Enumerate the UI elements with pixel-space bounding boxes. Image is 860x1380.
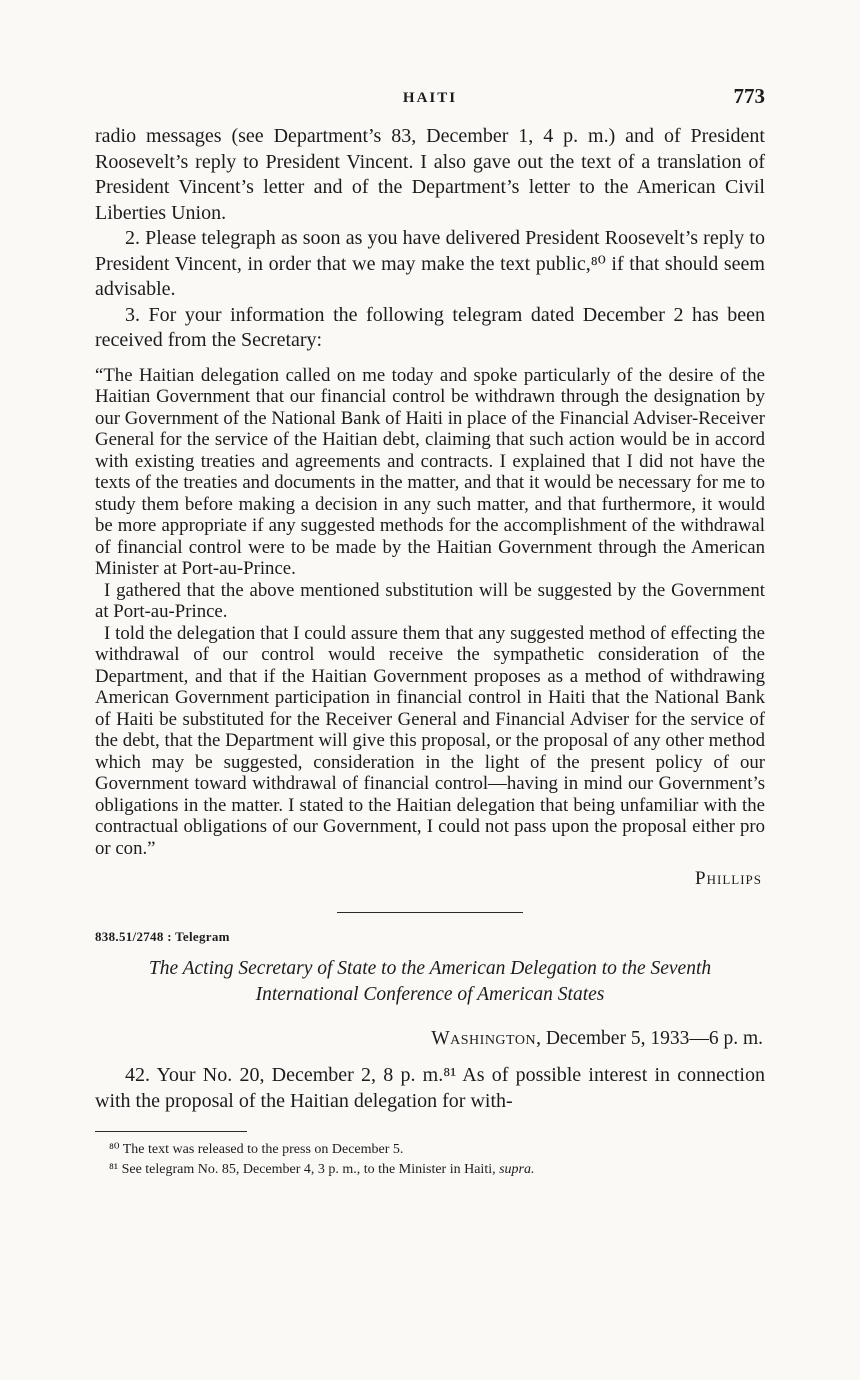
extract-paragraph: I gathered that the above mentioned substitution will be suggested by the Government at Port-au-Prince. bbox=[95, 579, 765, 622]
footnote-text: ⁸⁰ The text was released to the press on December 5. bbox=[109, 1142, 404, 1157]
dateline-place: Washington bbox=[431, 1028, 537, 1049]
extract-paragraph: I told the delegation that I could assure them that any suggested method of effecting the withdrawal of our control would receive the sympathetic consideration of the Department, and that if the Haitian Government proposes as a method of withdrawing American Government participation in financial control in Haiti that the National Bank of Haiti be substituted for the Receiver General and Financial Adviser for the service of the debt, that the Department will give this proposal, or the proposal of any other method which may be suggested, consideration in the light of the present policy of our Government toward withdrawal of financial control—having in mind our Government’s obligations in the matter. I stated to the Haitian delegation that being unfamiliar with the contractual obligations of our Government, I could not pass upon the proposal either pro or con.” bbox=[95, 622, 765, 859]
running-head bbox=[95, 84, 765, 112]
body-paragraph: 3. For your information the following telegram dated December 2 has been received from the Secretary: bbox=[95, 303, 765, 351]
extract-paragraph: “The Haitian delegation called on me today and spoke particularly of the desire of the Haitian Government that our financial control be withdrawn through the designation by our Government of the National Bank of Haiti in place of the Financial Adviser-Receiver General for the service of the Haitian debt, claiming that such action would be in accord with existing treaties and agreements and contracts. I explained that I did not have the texts of the treaties and documents in the matter, and that it would be necessary for me to study them before making a decision in any such matter, and that furthermore, it would be more appropriate if any suggested methods for the accomplishment of the withdrawal of financial control were to be made by the Haitian Government through the American Minister at Port-au-Prince. bbox=[95, 364, 765, 579]
page-content bbox=[95, 84, 765, 1179]
footnote-divider bbox=[95, 1131, 247, 1132]
page-number: 773 bbox=[733, 84, 765, 108]
signature: Phillips bbox=[695, 868, 762, 889]
footnotes bbox=[95, 1131, 765, 1179]
telegram-section bbox=[95, 929, 765, 1114]
footnote-text: ⁸¹ See telegram No. 85, December 4, 3 p. m., to the Minister in Haiti, bbox=[109, 1161, 500, 1177]
section-divider bbox=[337, 912, 523, 913]
footnote bbox=[95, 1140, 765, 1160]
body-paragraph: 2. Please telegraph as soon as you have delivered President Roosevelt’s reply to President Vincent, in order that we may make the text public,⁸⁰ if that should seem advisable. bbox=[95, 227, 765, 300]
telegram-paragraph: 42. Your No. 20, December 2, 8 p. m.⁸¹ As of possible interest in connection with the proposal of the Haitian delegation for with- bbox=[95, 1064, 765, 1112]
footnote bbox=[95, 1160, 765, 1180]
document-heading: The Acting Secretary of State to the American Delegation to the Seventh International Conference of American States bbox=[148, 958, 712, 1005]
running-head-title: HAITI bbox=[402, 90, 458, 106]
document-body bbox=[95, 124, 765, 1179]
file-number: 838.51/2748 : Telegram bbox=[95, 929, 230, 944]
body-paragraph: radio messages (see Department’s 83, December 1, 4 p. m.) and of President Roosevelt’s reply to President Vincent. I also gave out the text of a translation of President Vincent’s letter and of the Department’s letter to the American Civil Liberties Union. bbox=[95, 125, 765, 224]
footnote-italic: supra. bbox=[499, 1161, 535, 1177]
dateline-date: , December 5, 1933—6 p. m. bbox=[536, 1028, 763, 1049]
dateline bbox=[95, 1028, 765, 1050]
quoted-telegram-extract bbox=[95, 365, 765, 891]
